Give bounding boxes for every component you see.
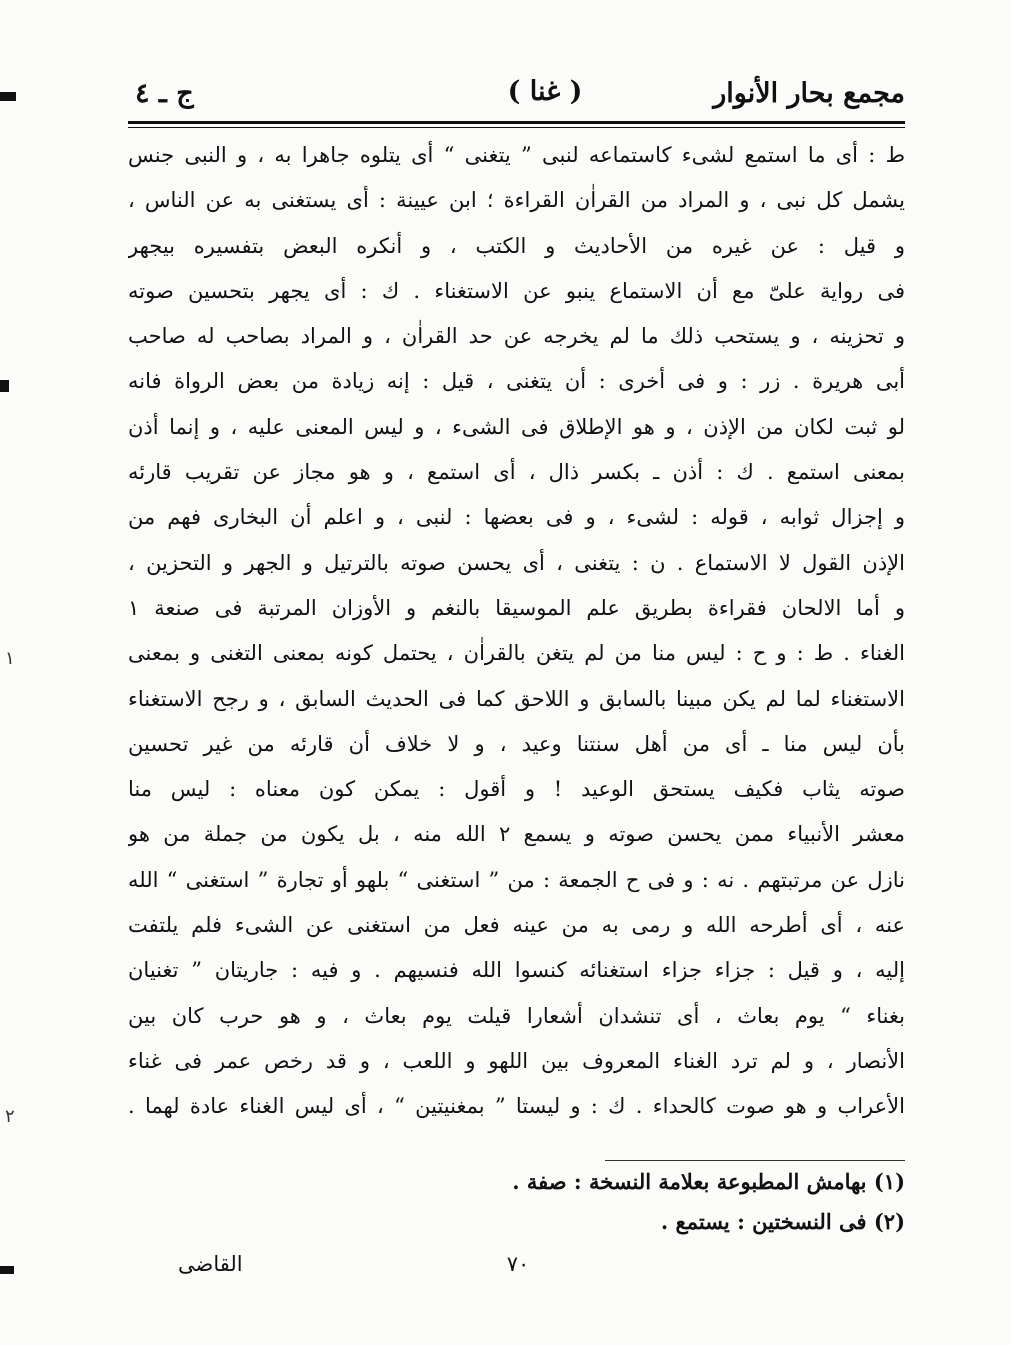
text-line: عنه ، أى أطرحه الله و رمى به من عينه فعل من استغنى عن الشىء فلم يلتفت <box>128 913 905 938</box>
margin-mark-2: ٢ <box>5 1106 15 1127</box>
text-line: إليه ، و قيل : جزاء جزاء استغنائه كنسوا الله فنسيهم . و فيه : جاريتان ” تغنيان <box>128 958 905 983</box>
text-line: الاستغناء لما لم يكن مبينا بالسابق و اللاحق كما فى الحديث السابق ، و رجح الاستغناء <box>128 686 905 711</box>
page-number: ٧٠ <box>506 1252 530 1276</box>
text-line: يشمل كل نبى ، و المراد من القراٰن القراءة ؛ ابن عيينة : أى يستغنى به عن الناس ، <box>128 188 905 213</box>
volume-label: ج ـ ٤ <box>135 78 194 109</box>
text-line: أبى هريرة . زر : و فى أخرى : أن يتغنى ، قيل : إنه زيادة من بعض الرواة فانه <box>128 369 905 394</box>
text-line: ط : أى ما استمع لشىء كاستماعه لنبى ” يتغنى “ أى يتلوه جاهرا به ، و النبى جنس <box>128 143 905 167</box>
footnotes <box>380 1162 905 1242</box>
text-line: بأن ليس منا ـ أى من أهل سنتنا وعيد ، و لا خلاف أن قارئه من غير تحسين <box>128 731 905 756</box>
header-rule <box>128 121 905 124</box>
edge-mark <box>0 92 16 101</box>
section-signature: القاضى <box>178 1252 243 1276</box>
edge-mark <box>0 1266 14 1274</box>
footnote-rule <box>605 1160 905 1161</box>
text-line: الأنصار ، و لم ترد الغناء المعروف بين اللهو و اللعب ، و قد رخص عمر فى غناء <box>128 1048 905 1073</box>
text-line: الأعراب و هو صوت كالحداء . ك : و ليستا ” بمغنيتين “ ، أى ليس الغناء عادة لهما . <box>128 1094 905 1119</box>
book-title: مجمع بحار الأنوار <box>713 78 905 109</box>
edge-mark <box>0 380 9 392</box>
footnote-1: (١) بهامش المطبوعة بعلامة النسخة : صفة . <box>512 1169 905 1194</box>
page-header <box>125 72 905 120</box>
text-line: و أما الالحان فقراءة بطريق علم الموسيقا بالنغم و الأوزان المرتبة فى صنعة ١ <box>128 595 905 620</box>
entry-root: ( غنا ) <box>507 76 583 107</box>
text-line: الإذن القول لا الاستماع . ن : يتغنى ، أى يحسن صوته بالترتيل و الجهر و التحزين ، <box>128 550 905 575</box>
header-rule-thin <box>128 127 905 128</box>
text-line: و تحزينه ، و يستحب ذلك ما لم يخرجه عن حد القراٰن ، و المراد بصاحب له صاحب <box>128 324 905 349</box>
text-line: بغناء “ يوم بعاث ، أى تنشدان أشعارا قيلت يوم بعاث ، و هو حرب كان بين <box>128 1003 905 1028</box>
body-text <box>128 133 905 1130</box>
text-line: فى رواية علىّ مع أن الاستماع ينبو عن الاستغناء . ك : أى يجهر بتحسين صوته <box>128 278 905 303</box>
page-footer <box>128 1252 905 1292</box>
text-line: و قيل : عن غيره من الأحاديث و الكتب ، و أنكره البعض بتفسيره بيجهر <box>128 233 905 258</box>
text-line: بمعنى استمع . ك : أذن ـ بكسر ذال ، أى استمع ، و هو مجاز عن تقريب قارئه <box>128 460 905 485</box>
text-line: لو ثبت لكان من الإذن ، و هو الإطلاق فى الشىء ، و ليس المعنى عليه ، و إنما أذن <box>128 414 905 439</box>
margin-mark-1: ١ <box>5 648 15 669</box>
text-line: و إجزال ثوابه ، قوله : لشىء ، و فى بعضها : لنبى ، و اعلم أن البخارى فهم من <box>128 505 905 530</box>
text-line: صوته يثاب فكيف يستحق الوعيد ! و أقول : يمكن كون معناه : ليس منا <box>128 777 905 802</box>
text-line: معشر الأنبياء ممن يحسن صوته و يسمع ٢ الله منه ، بل يكون من جملة من هو <box>128 822 905 847</box>
text-line: الغناء . ط : و ح : ليس منا من لم يتغن بالقراٰن ، يحتمل كونه بمعنى التغنى و بمعنى <box>128 641 905 666</box>
text-line: نازل عن مرتبتهم . نه : و فى ح الجمعة : من ” استغنى “ بلهو أو تجارة ” استغنى “ الله <box>128 867 905 892</box>
footnote-2: (٢) فى النسختين : يستمع . <box>660 1209 905 1234</box>
